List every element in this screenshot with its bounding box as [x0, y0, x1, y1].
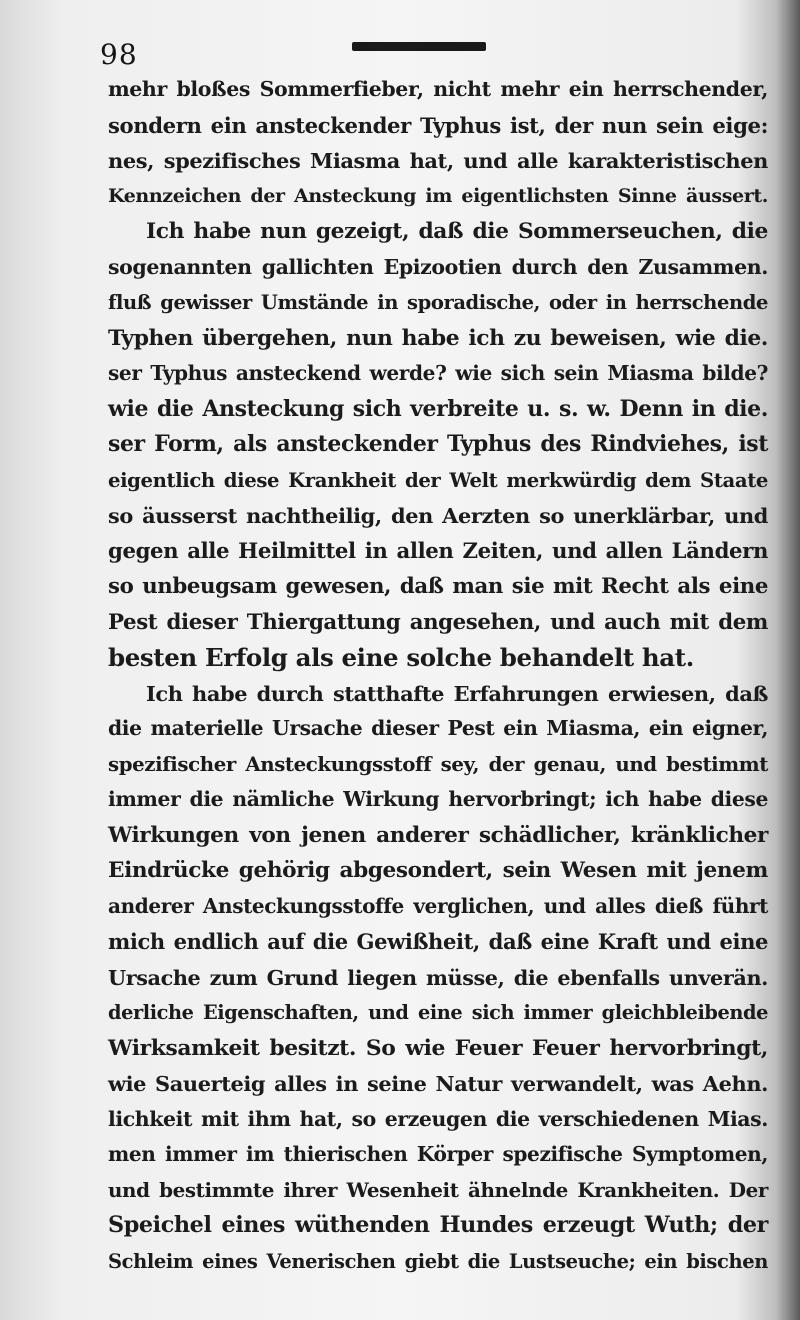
text-line: sogenannten gallichten Epizootien durch den Zusammen.	[108, 254, 768, 279]
text-line: die materielle Ursache dieser Pest ein Miasma, ein eigner,	[108, 716, 768, 740]
text-line: mehr bloßes Sommerfieber, nicht mehr ein herrschender,	[108, 77, 768, 101]
page-number: 98	[100, 38, 138, 71]
text-line: men immer im thierischen Körper spezifische Symptomen,	[108, 1142, 768, 1166]
text-line: mich endlich auf die Gewißheit, daß eine Kraft und eine	[108, 929, 768, 954]
text-line: so äusserst nachtheilig, den Aerzten so unerklärbar, und	[108, 503, 768, 528]
text-line: wie Sauerteig alles in seine Natur verwandelt, was Aehn.	[108, 1071, 768, 1096]
text-line: Typhen übergehen, nun habe ich zu beweisen, wie die.	[108, 325, 768, 351]
text-line: und bestimmte ihrer Wesenheit ähnelnde Krankheiten. Der	[108, 1177, 768, 1202]
text-line: gegen alle Heilmittel in allen Zeiten, und allen Ländern	[108, 538, 768, 564]
text-line: so unbeugsam gewesen, daß man sie mit Recht als eine	[108, 574, 768, 599]
text-line: Schleim eines Venerischen giebt die Lustseuche; ein bischen	[108, 1249, 768, 1273]
text-line: eigentlich diese Krankheit der Welt merkwürdig dem Staate	[108, 468, 768, 492]
page-header	[100, 36, 760, 76]
text-line: Wirkungen von jenen anderer schädlicher, kränklicher	[108, 822, 768, 848]
text-line: sondern ein ansteckender Typhus ist, der nun sein eige:	[108, 112, 768, 138]
text-line: wie die Ansteckung sich verbreite u. s. w. Denn in die.	[108, 395, 768, 422]
text-line: anderer Ansteckungsstoffe verglichen, und alles dieß führt	[108, 893, 768, 918]
text-line: Ursache zum Grund liegen müsse, die ebenfalls unverän.	[108, 964, 768, 990]
text-line: Ich habe durch statthafte Erfahrungen erwiesen, daß	[146, 680, 768, 706]
text-line: Ich habe nun gezeigt, daß die Sommerseuchen, die	[146, 219, 768, 244]
text-line: fluß gewisser Umstände in sporadische, oder in herrschende	[108, 291, 768, 314]
text-line: besten Erfolg als eine solche behandelt hat.	[108, 643, 694, 672]
text-line: ser Form, als ansteckender Typhus des Rindviehes, ist	[108, 431, 768, 457]
text-line: spezifischer Ansteckungsstoff sey, der genau, und bestimmt	[108, 751, 768, 776]
text-line: Kennzeichen der Ansteckung im eigentlichsten Sinne äussert.	[108, 184, 768, 207]
text-line: derliche Eigenschaften, und eine sich immer gleichbleibende	[108, 1001, 768, 1024]
text-line: ser Typhus ansteckend werde? wie sich sein Miasma bilde?	[108, 361, 768, 385]
text-line: nes, spezifisches Miasma hat, und alle karakteristischen	[108, 148, 768, 173]
text-line: Speichel eines wüthenden Hundes erzeugt Wuth; der	[108, 1212, 768, 1238]
text-line: Wirksamkeit besitzt. So wie Feuer Feuer hervorbringt,	[108, 1035, 768, 1061]
text-line: immer die nämliche Wirkung hervorbringt; ich habe diese	[108, 787, 768, 811]
text-line: lichkeit mit ihm hat, so erzeugen die verschiedenen Mias.	[108, 1106, 768, 1131]
text-line: Pest dieser Thiergattung angesehen, und auch mit dem	[108, 609, 768, 635]
text-line: Eindrücke gehörig abgesondert, sein Wesen mit jenem	[108, 858, 768, 883]
header-rule	[352, 42, 486, 51]
body-text	[108, 72, 768, 1279]
